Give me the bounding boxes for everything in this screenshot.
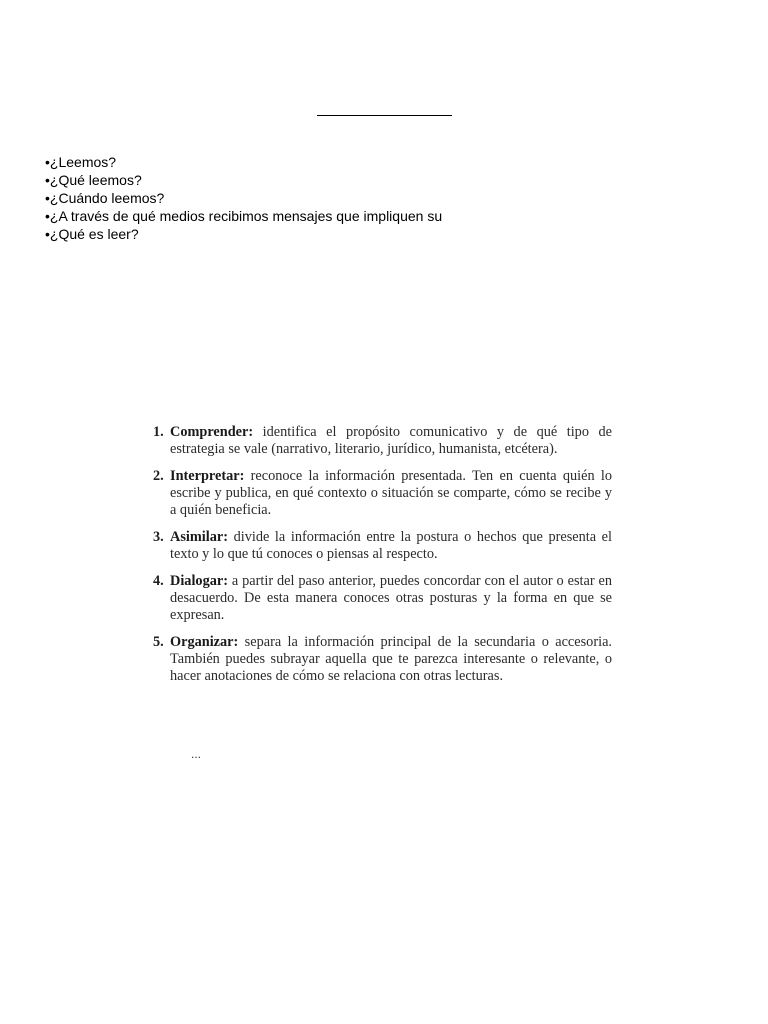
list-item: • ¿A través de qué medios recibimos mensajes que impliquen su: [45, 207, 442, 225]
step-item: [150, 529, 612, 563]
step-text: identifica el propósito comunicativo y de qué tipo de estrategia se vale (narrativo, literario, jurídico, humanista, etcétera).: [170, 424, 612, 457]
list-item: • ¿Qué es leer?: [45, 225, 442, 243]
title-underline: [317, 115, 452, 116]
step-item: [150, 468, 612, 519]
list-item: • ¿Qué leemos?: [45, 171, 442, 189]
list-item: • ¿Cuándo leemos?: [45, 189, 442, 207]
step-term: Dialogar:: [170, 573, 228, 589]
step-term: Comprender:: [170, 424, 254, 440]
step-number: 2.: [153, 468, 164, 484]
step-number: 5.: [153, 634, 164, 650]
step-number: 3.: [153, 529, 164, 545]
step-item: [150, 634, 612, 685]
step-text: a partir del paso anterior, puedes concordar con el autor o estar en desacuerdo. De esta manera conoces otras posturas y la forma en que se expresan.: [170, 573, 612, 623]
step-term: Organizar:: [170, 634, 239, 650]
step-term: Interpretar:: [170, 468, 245, 484]
question-list: [45, 153, 442, 243]
step-text: divide la información entre la postura o hechos que presenta el texto y lo que tú conoces o piensas al respecto.: [170, 529, 612, 562]
reading-steps-excerpt: [150, 424, 612, 695]
ellipsis: ...: [191, 747, 202, 761]
step-text: separa la información principal de la secundaria o accesoria. También puedes subrayar aquella que te parezca interesante o relevante, o hacer anotaciones de cómo se relaciona con otras lecturas.: [170, 634, 612, 684]
list-item: • ¿Leemos?: [45, 153, 442, 171]
step-number: 1.: [153, 424, 164, 440]
step-term: Asimilar:: [170, 529, 228, 545]
steps-list: [150, 424, 612, 685]
step-item: [150, 424, 612, 458]
step-text: reconoce la información presentada. Ten en cuenta quién lo escribe y publica, en qué contexto o situación se comparte, cómo se recibe y a quién beneficia.: [170, 468, 612, 518]
step-item: [150, 573, 612, 624]
step-number: 4.: [153, 573, 164, 589]
